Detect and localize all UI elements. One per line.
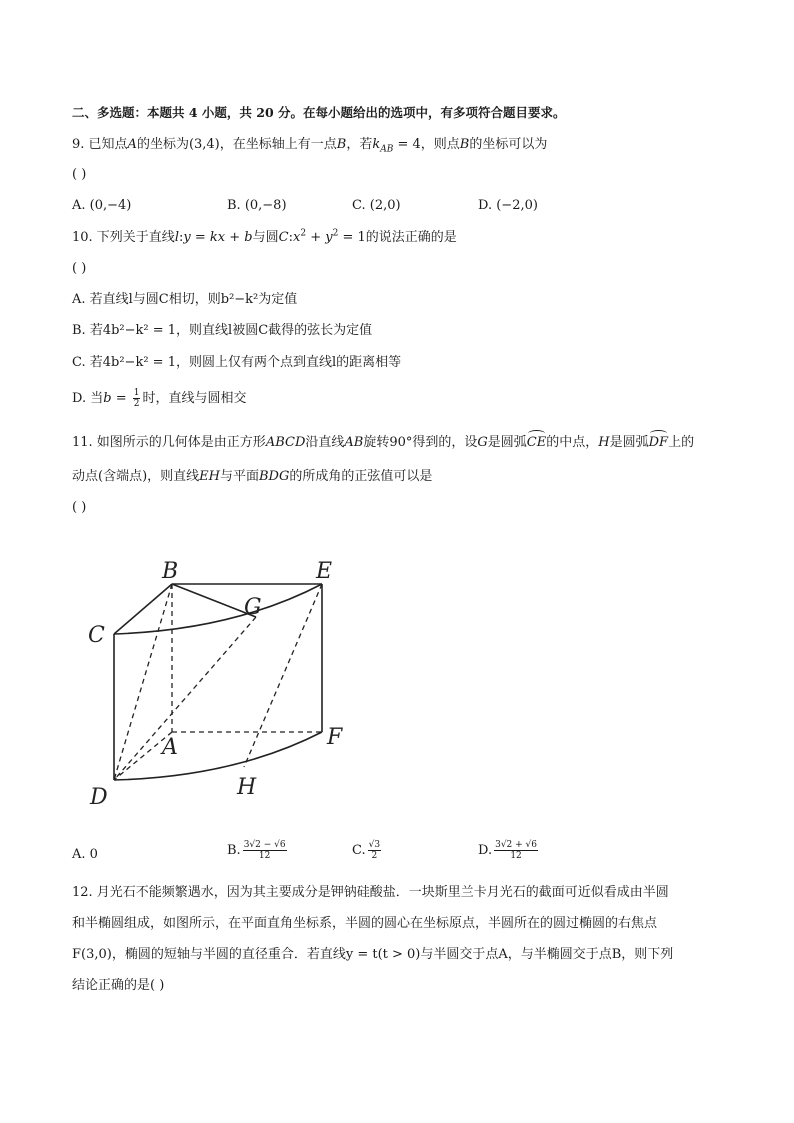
- q11-geometry-figure: [84, 552, 364, 812]
- q10-option-c: C. 若4b²−k² = 1，则圆上仅有两个点到直线l的距离相等: [72, 355, 402, 370]
- option-label: B.: [227, 843, 241, 858]
- fraction-denominator: 2: [371, 851, 378, 861]
- q11-option-a: A. 0: [72, 847, 98, 862]
- q9-option-a: A. (0,−4): [72, 198, 132, 213]
- q11-option-b: [227, 840, 289, 861]
- q9-option-c: C. (2,0): [352, 198, 401, 213]
- q10-exp: 2: [300, 228, 307, 239]
- q10-option-b: B. 若4b²−k² = 1，则直线l被圆C截得的弦长为定值: [72, 323, 373, 338]
- q11-stem-text: 是圆弧: [609, 435, 649, 450]
- q11-line-eh: EH: [199, 469, 220, 484]
- edge-bc: [114, 584, 172, 634]
- q11-option-c: [352, 840, 383, 861]
- q11-stem-text: 上的: [668, 435, 695, 450]
- q9-stem: [72, 136, 547, 154]
- q10-option-d-text: D. 当: [72, 391, 104, 406]
- q10-fraction: [133, 388, 141, 409]
- vertex-label-e: E: [316, 559, 333, 584]
- q11-stem-line2: [72, 468, 432, 486]
- arc-df: [114, 732, 322, 780]
- q11-stem-text: 是圆弧: [487, 435, 527, 450]
- q10-stem-text: =: [190, 230, 210, 245]
- q9-slope-sub: AB: [380, 144, 394, 155]
- q10-var-kx: kx: [209, 230, 226, 245]
- q10-stem-text: = 1的说法正确的是: [338, 230, 457, 245]
- q9-answer-paren: ( ): [72, 167, 87, 182]
- q10-stem-text: 10. 下列关于直线: [72, 230, 175, 245]
- q10-answer-paren: ( ): [72, 261, 87, 276]
- fraction-numerator: 1: [133, 388, 140, 398]
- q10-var-b: b: [244, 230, 253, 245]
- vertex-label-c: C: [88, 623, 105, 648]
- q10-option-d-text: =: [111, 391, 131, 406]
- q10-line-l: l: [174, 230, 179, 245]
- q12-stem-line1: 12. 月光石不能频繁遇水，因为其主要成分是钾钠硅酸盐．一块斯里兰卡月光石的截面可近似看成由半圆: [72, 885, 669, 900]
- q11-point-g: G: [477, 435, 488, 450]
- q11-line-ab: AB: [344, 435, 364, 450]
- fraction-numerator: 3√2 + √6: [495, 840, 538, 850]
- q10-option-d: [72, 388, 246, 409]
- q9-stem-text: = 4，则点: [393, 137, 460, 152]
- q11-point-h: H: [598, 435, 610, 450]
- q10-stem-text: 与圆: [252, 230, 279, 245]
- fraction-numerator: √3: [368, 840, 381, 850]
- q9-option-d: D. (−2,0): [478, 198, 538, 213]
- q11-stem-text: 动点(含端点)，则直线: [72, 469, 200, 484]
- q11-stem-text: 旋转90°得到的，设: [363, 435, 478, 450]
- q11-option-d-fraction: [494, 840, 538, 861]
- q10-var-y: y: [325, 230, 333, 245]
- q9-stem-text: 的坐标可以为: [469, 137, 548, 152]
- fraction-denominator: 2: [133, 399, 140, 409]
- q10-option-d-text: 时，直线与圆相交: [142, 391, 247, 406]
- q11-option-d: [478, 840, 540, 861]
- q12-stem-line4: 结论正确的是( ): [72, 978, 165, 993]
- q12-stem-line3: F(3,0)，椭圆的短轴与半圆的直径重合．若直线y = t(t > 0)与半圆交于点A，与半椭圆交于点B，则下列: [72, 947, 674, 962]
- q10-circle-c: C: [278, 230, 289, 245]
- q9-option-b: B. (0,−8): [227, 198, 287, 213]
- q9-point-a: A: [127, 137, 137, 152]
- q10-var-b: b: [103, 391, 112, 406]
- q10-stem-text: +: [306, 230, 326, 245]
- fraction-denominator: 12: [258, 851, 271, 861]
- q10-option-a: A. 若直线l与圆C相切，则b²−k²为定值: [72, 292, 298, 307]
- vertex-label-b: B: [162, 559, 179, 584]
- arc-ce: [114, 584, 322, 634]
- vertex-label-d: D: [90, 785, 108, 810]
- q11-arc-ce: CE: [527, 430, 546, 452]
- q10-stem-text: +: [225, 230, 245, 245]
- vertex-label-f: F: [327, 725, 343, 750]
- fraction-numerator: 3√2 − √6: [243, 840, 286, 850]
- q9-slope-k: k: [372, 137, 381, 152]
- q12-stem-line2: 和半椭圆组成，如图所示，在平面直角坐标系，半圆的圆心在坐标原点，半圆所在的圆过椭圆的右焦点: [72, 916, 658, 931]
- q11-stem-text: 11. 如图所示的几何体是由正方形: [72, 435, 266, 450]
- q9-stem-text: ，若: [346, 137, 373, 152]
- q9-point-b: B: [336, 137, 347, 152]
- q11-option-b-fraction: [243, 840, 287, 861]
- q9-stem-text: 的坐标为(3,4)，在坐标轴上有一点: [136, 137, 337, 152]
- q10-var-x: x: [292, 230, 301, 245]
- q11-option-c-fraction: [368, 840, 381, 861]
- q11-plane-bdg: BDG: [259, 469, 290, 484]
- q10-stem: [72, 229, 457, 247]
- edge-gd-hidden: [114, 617, 256, 780]
- fraction-denominator: 12: [510, 851, 522, 861]
- q10-exp: 2: [332, 228, 339, 239]
- q11-arc-df: DF: [649, 430, 668, 452]
- q11-stem-text: 与平面: [219, 469, 259, 484]
- q9-stem-text: 9. 已知点: [72, 137, 128, 152]
- q10-var-y: y: [183, 230, 191, 245]
- q11-stem-text: 的中点，: [546, 435, 599, 450]
- option-label: D.: [478, 843, 493, 858]
- q11-stem-line1: [72, 430, 694, 452]
- q11-answer-paren: ( ): [72, 500, 87, 515]
- vertex-label-a: A: [162, 735, 178, 760]
- q11-stem-text: 沿直线: [305, 435, 345, 450]
- q10-stem-text: :: [178, 230, 184, 245]
- q11-square-abcd: ABCD: [265, 435, 306, 450]
- option-label: C.: [352, 843, 366, 858]
- q9-point-b: B: [459, 137, 470, 152]
- q10-stem-text: :: [288, 230, 293, 245]
- section-header: 二、多选题：本题共 4 小题，共 20 分。在每小题给出的选项中，有多项符合题目要求。: [72, 105, 566, 120]
- q11-stem-text: 的所成角的正弦值可以是: [289, 469, 433, 484]
- vertex-label-g: G: [244, 595, 262, 620]
- vertex-label-h: H: [237, 775, 257, 800]
